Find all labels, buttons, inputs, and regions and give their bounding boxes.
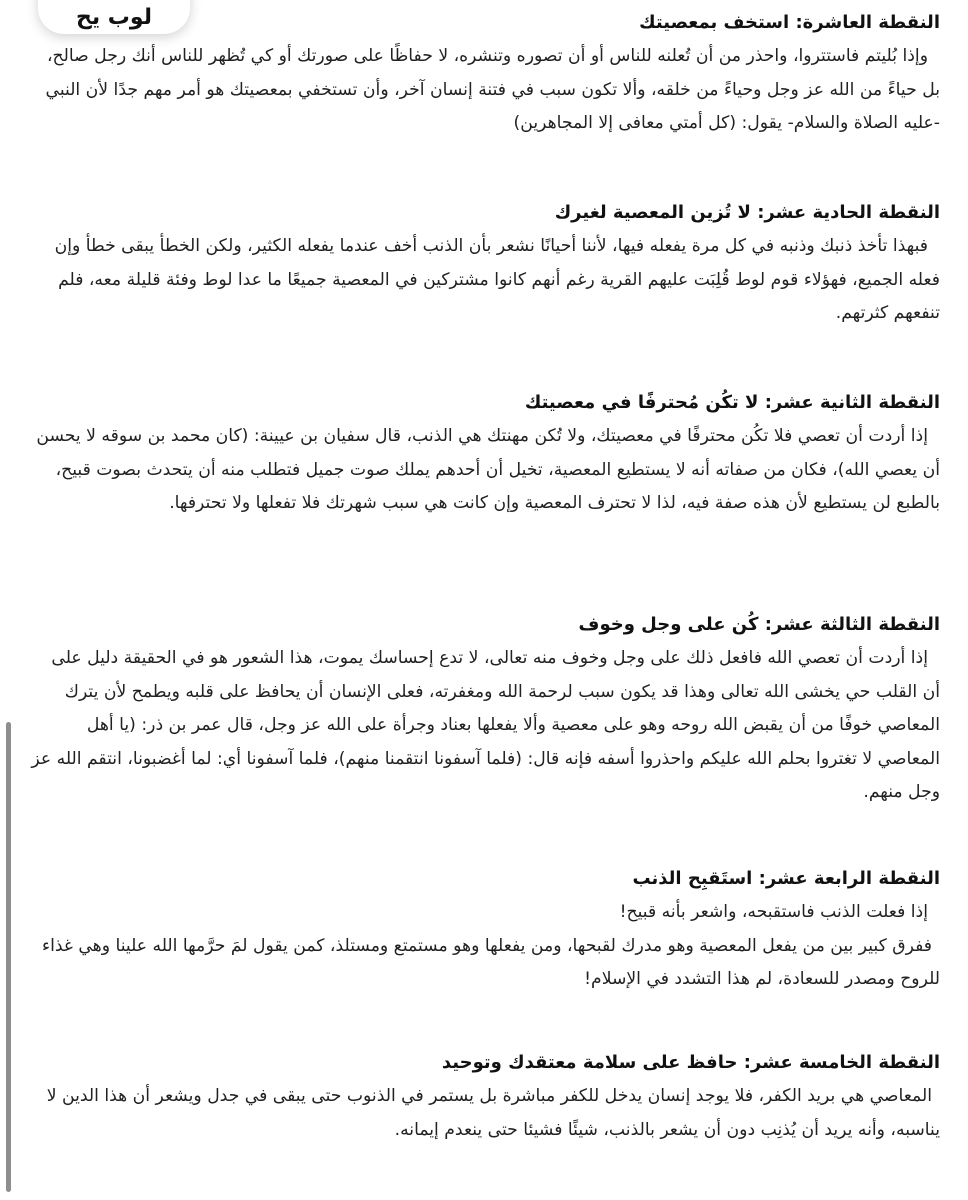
section-paragraph: المعاصي هي بريد الكفر، فلا يوجد إنسان يدخل للكفر مباشرة بل يستمر في الذنوب حتى يبقى في جدل ويشعر أن هذا الدين لا يناسبه، وأنه يريد أن يُذنِب دون أن يشعر بالذنب، شيئًا فشيئا حتى ينعدم إيمانه. bbox=[46, 1086, 940, 1140]
pill-text: لوب يح bbox=[76, 5, 152, 30]
section-paragraph: ففرق كبير بين من يفعل المعصية وهو مدرك لقبحها، ومن يفعلها وهو مستمتع ومستلذ، كمن يقول لمَ حرَّمها الله علينا وهي غذاء للروح ومصدر للسعادة، لم هذا التشدد في الإسلام! bbox=[42, 935, 940, 989]
section-title: استَقبِح الذنب bbox=[632, 868, 753, 889]
section-paragraph: فبهذا تأخذ ذنبك وذنبه في كل مرة يفعله فيها، لأننا أحيانًا نشعر بأن الذنب أخف عندما يفعله الكثير، ولكن الخطأ يبقى خطأ وإن فعله الجميع، فهؤلاء قوم لوط قُلِبَت عليهم القرية رغم أنهم كانوا مشتركين في المعصية جميعًا ما عدا لوط وفئة قليلة معه، فلم تنفعهم كثرتهم. bbox=[54, 236, 940, 323]
section-12 bbox=[30, 388, 940, 521]
section-heading bbox=[30, 8, 940, 38]
section-heading bbox=[30, 1048, 940, 1078]
section-title: حافظ على سلامة معتقدك وتوحيد bbox=[441, 1052, 738, 1073]
section-10 bbox=[30, 8, 940, 141]
section-number: النقطة الرابعة عشر: bbox=[758, 868, 940, 889]
section-title: كُن على وجل وخوف bbox=[578, 614, 759, 635]
section-heading bbox=[30, 864, 940, 894]
section-heading bbox=[30, 198, 940, 228]
section-paragraph: إذا أردت أن تعصي الله فافعل ذلك على وجل وخوف منه تعالى، لا تدع إحساسك يموت، هذا الشعور هو في الحقيقة دليل على أن القلب حي يخشى الله تعالى وهذا قد يكون سبب لرحمة الله ومغفرته، فعلى الإنسان أن يحافظ على قلبه ويطمح لأن يترك المعاصي خوفًا من أن يقبض الله روحه وهو على معصية وألا يفعلها بعناد وجرأة على الله عز وجل، قال عمر بن ذر: (يا أهل المعاصي لا تغتروا بحلم الله عليكم واحذروا أسفه فإنه قال: (فلما آسفونا انتقمنا منهم)، فلما آسفونا أي: لما أغضبونا، انتقم الله عز وجل منهم. bbox=[31, 648, 940, 802]
scrollbar-thumb[interactable] bbox=[6, 722, 11, 1192]
section-number: النقطة الحادية عشر: bbox=[757, 202, 940, 223]
section-title: لا تُزين المعصية لغيرك bbox=[554, 202, 751, 223]
section-15 bbox=[30, 1048, 940, 1147]
section-number: النقطة العاشرة: bbox=[795, 12, 940, 33]
section-paragraph: إذا أردت أن تعصي فلا تكُن محترفًا في معصيتك، ولا تُكن مهنتك هي الذنب، قال سفيان بن عيينة: (كان محمد بن سوقه لا يحسن أن يعصي الله)، فكان من صفاته أنه لا يستطيع المعصية، تخيل أن أحدهم يملك صوت جميل فتطلب منه أن يتحدث بصوت قبيح، بالطبع لن يستطيع لأن هذه صفة فيه، لذا لا تحترف المعصية وإن كانت هي سبب شهرتك فلا تفعلها ولا تحترفها. bbox=[36, 426, 940, 513]
section-paragraph: وإذا بُليتم فاستتروا، واحذر من أن تُعلنه للناس أو أن تصوره وتنشره، لا حفاظًا على صورتك أو كي تُظهر للناس أنك رجل صالح، بل حياءً من الله عز وجل وحياءً من خلقه، وألا تكون سبب في فتنة إنسان آخر، وأن تستخفي بمعصيتك هو أمر مهم جدًا لأن النبي -عليه الصلاة والسلام- يقول: (كل أمتي معافى إلا المجاهرين) bbox=[45, 46, 940, 133]
section-11 bbox=[30, 198, 940, 331]
section-14 bbox=[30, 864, 940, 997]
section-heading bbox=[30, 610, 940, 640]
section-number: النقطة الثالثة عشر: bbox=[764, 614, 940, 635]
section-paragraph: إذا فعلت الذنب فاستقبحه، واشعر بأنه قبيح! bbox=[619, 902, 928, 922]
scrollbar-track[interactable] bbox=[0, 0, 14, 1200]
section-13 bbox=[30, 610, 940, 810]
section-title: لا تكُن مُحترفًا في معصيتك bbox=[524, 392, 759, 413]
section-title: استخف بمعصيتك bbox=[639, 12, 790, 33]
section-number: النقطة الخامسة عشر: bbox=[743, 1052, 940, 1073]
section-number: النقطة الثانية عشر: bbox=[764, 392, 940, 413]
section-heading bbox=[30, 388, 940, 418]
